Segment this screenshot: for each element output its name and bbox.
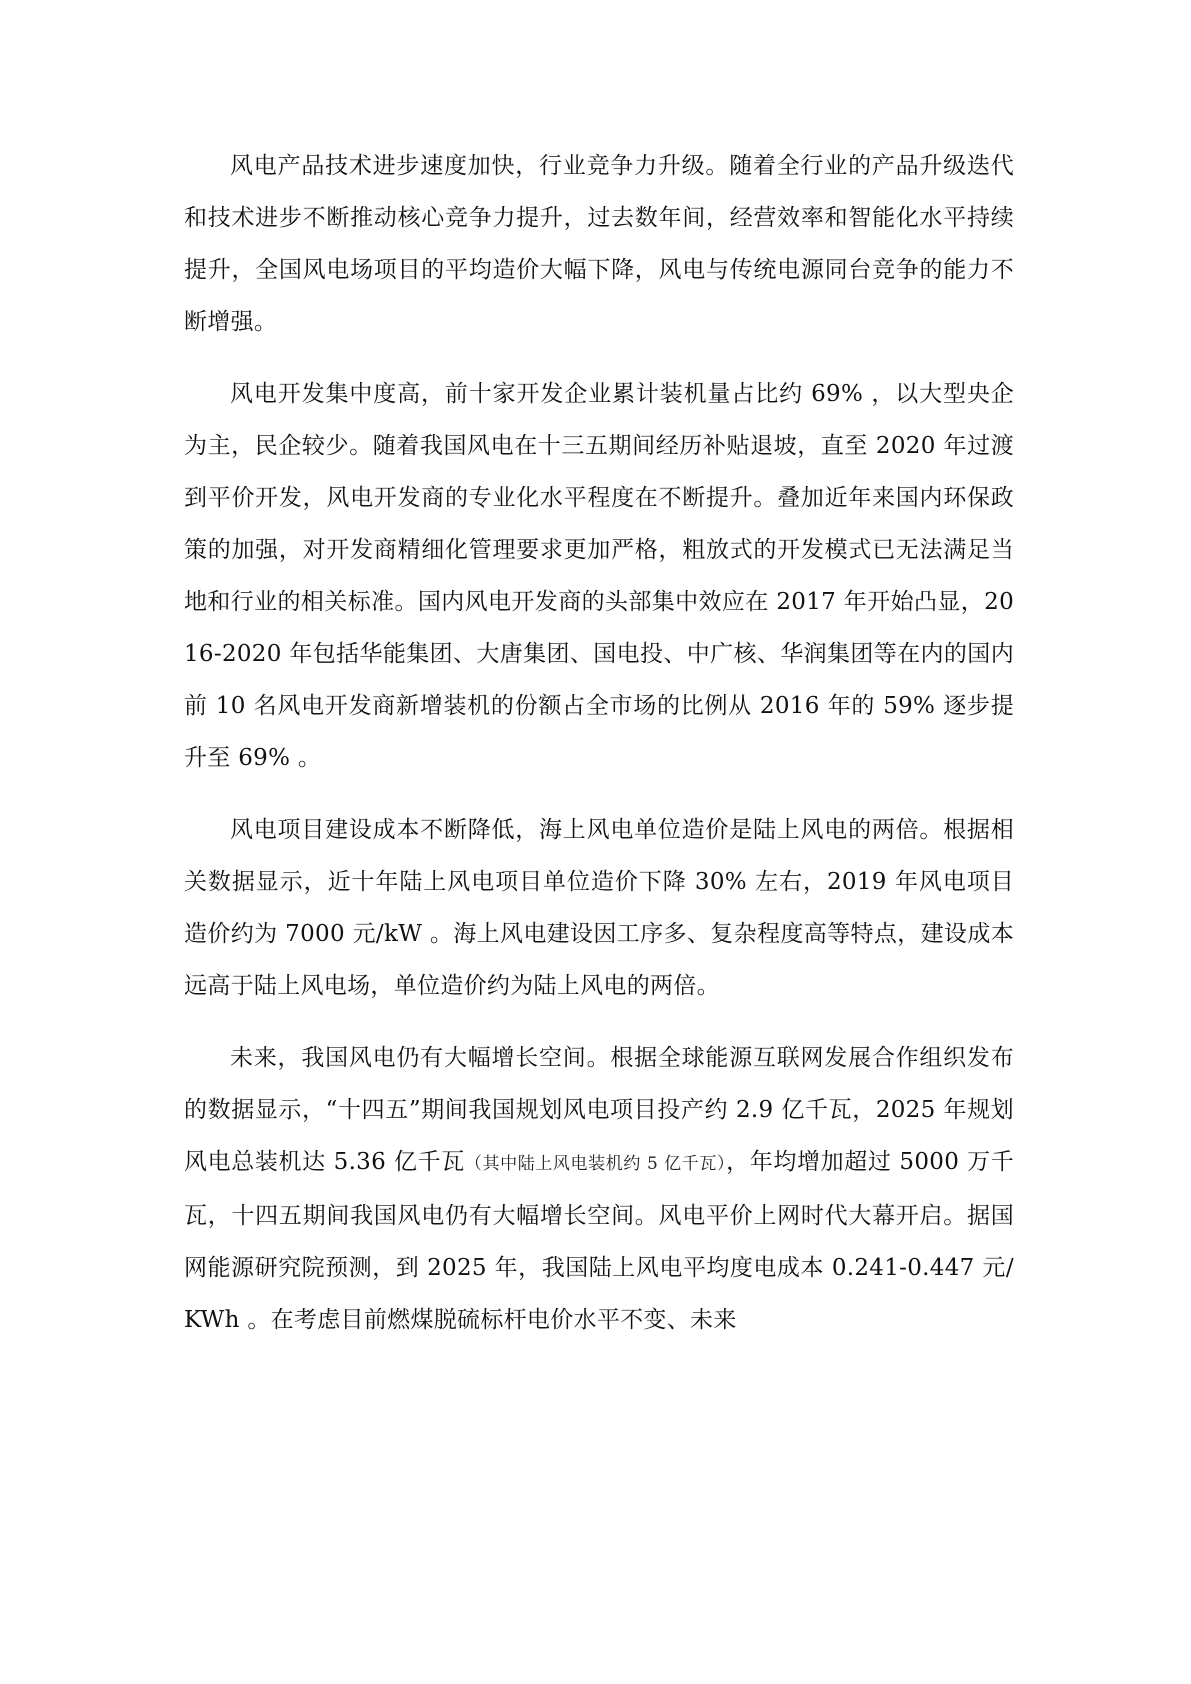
document-body (184, 140, 1014, 1366)
paragraph-future-growth-note: （其中陆上风电装机约 5 亿千瓦） (464, 1154, 727, 1174)
paragraph-future-growth-part2: ，年均增加超过 5000 万千瓦，十四五期间我国风电仍有大幅增长空间。风电平价上网时代大幕开启。据国网能源研究院预测，到 2025 年，我国陆上风电平均度电成本 0.241-0.447 元/KWh 。在考虑目前燃煤脱硫标杆电价水平不变、未来 (184, 1149, 1014, 1333)
paragraph-developer-concentration: 风电开发集中度高，前十家开发企业累计装机量占比约 69% ，以大型央企为主，民企较少。随着我国风电在十三五期间经历补贴退坡，直至 2020 年过渡到平价开发，风电开发商的专业化水平程度在不断提升。叠加近年来国内环保政策的加强，对开发商精细化管理要求更加严格，粗放式的开发模式已无法满足当地和行业的相关标准。国内风电开发商的头部集中效应在 2017 年开始凸显，2016-2020 年包括华能集团、大唐集团、国电投、中广核、华润集团等在内的国内前 10 名风电开发商新增装机的份额占全市场的比例从 2016 年的 59% 逐步提升至 69% 。 (184, 381, 1014, 771)
paragraph-construction-cost: 风电项目建设成本不断降低，海上风电单位造价是陆上风电的两倍。根据相关数据显示，近十年陆上风电项目单位造价下降 30% 左右，2019 年风电项目造价约为 7000 元/kW 。海上风电建设因工序多、复杂程度高等特点，建设成本远高于陆上风电场，单位造价约为陆上风电的两倍。 (184, 817, 1014, 999)
paragraph-future-growth (184, 1032, 1014, 1346)
paragraph-future-growth-part1: 未来，我国风电仍有大幅增长空间。根据全球能源互联网发展合作组织发布的数据显示，“十四五”期间我国规划风电项目投产约 2.9 亿千瓦，2025 年规划风电总装机达 5.36 亿千瓦 (184, 1045, 1014, 1175)
paragraph-tech-progress: 风电产品技术进步速度加快，行业竞争力升级。随着全行业的产品升级迭代和技术进步不断推动核心竞争力提升，过去数年间，经营效率和智能化水平持续提升，全国风电场项目的平均造价大幅下降，风电与传统电源同台竞争的能力不断增强。 (184, 153, 1014, 335)
